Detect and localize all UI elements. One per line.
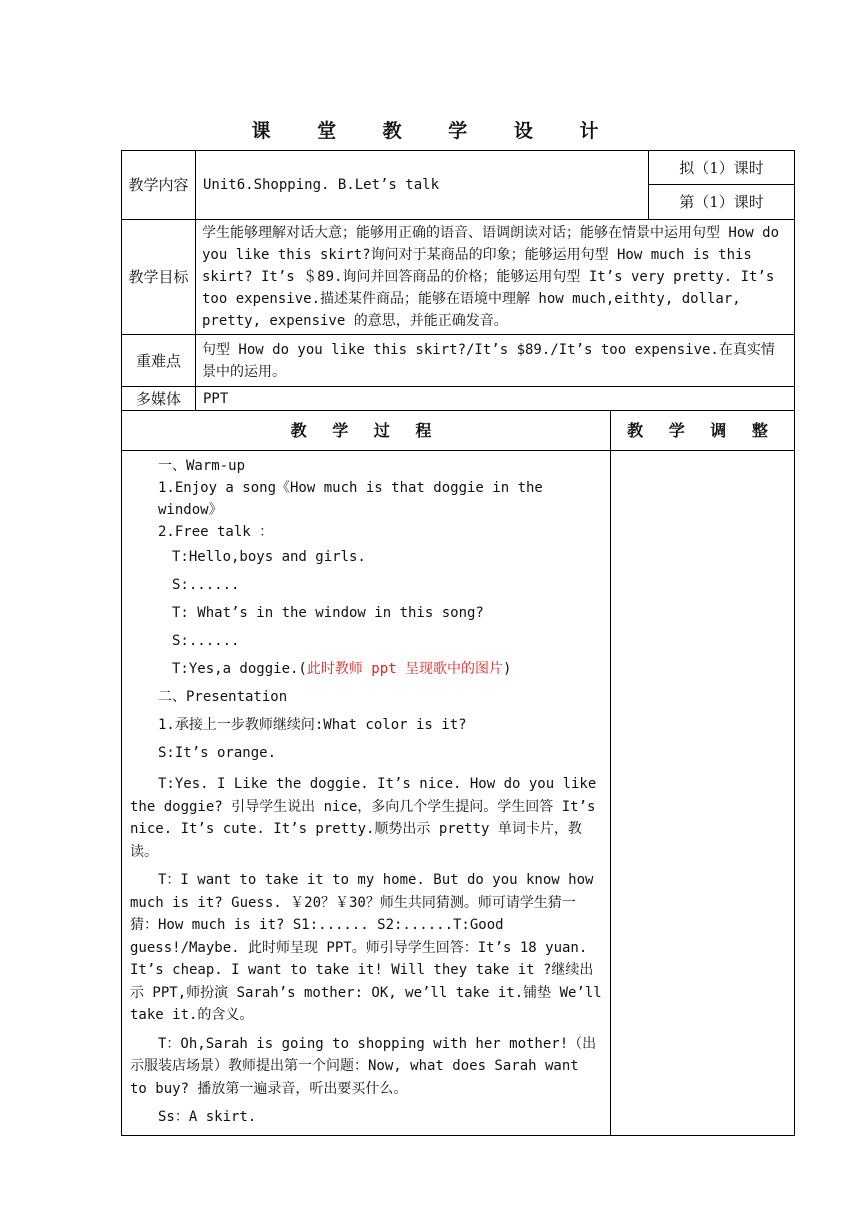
page-title: 课 堂 教 学 设 计 (251, 120, 619, 142)
presentation-heading: 二、Presentation (158, 689, 288, 705)
process-paragraph: T:Yes. I Like the doggie. It’s nice. How do you like the doggie? 引导学生说出 nice，多向几个学生提问。学生回答 It’s nice. It’s cute. It’s pretty.顺势出示 pretty 单词卡片，教读。 (130, 776, 597, 860)
adjustment-content (611, 451, 795, 1136)
warmup-item-1: 1.Enjoy a song《How much is that doggie in the window》 (158, 480, 543, 518)
content-value: Unit6.Shopping. B.Let’s talk (196, 151, 649, 220)
goal-text: 学生能够理解对话大意；能够用正确的语音、语调朗读对话；能够在情景中运用句型 How do you like this skirt?询问对于某商品的印象；能够运用句型 How much is this skirt? It’s ＄89.询问并回答商品的价格；能够运用句型 It’s very pretty. It’s too expensive.描述某件商品；能够在语境中理解 how much,eithty, dollar, pretty, expensive 的意思，并能正确发音。 (196, 220, 795, 335)
adjustment-header: 教 学 调 整 (611, 411, 795, 451)
warmup-heading: 一、Warm-up (158, 458, 246, 474)
media-label: 多媒体 (122, 387, 196, 411)
process-content (122, 451, 611, 1136)
lesson-plan-table (121, 150, 795, 1136)
dialogue-line (130, 655, 603, 683)
media-value: PPT (196, 387, 795, 411)
dialogue-line: T:Hello,boys and girls. (172, 549, 366, 565)
process-paragraph: T：Oh,Sarah is going to shopping with her mother!（出示服装店场景）教师提出第一个问题：Now, what does Sarah want to buy? 播放第一遍录音，听出要买什么。 (130, 1035, 597, 1097)
key-points-text: 句型 How do you like this skirt?/It’s $89./It’s too expensive.在真实情景中的运用。 (196, 335, 795, 387)
planned-hours: 拟（1）课时 (649, 151, 795, 185)
process-header: 教 学 过 程 (122, 411, 611, 451)
dialogue-text-end: ) (503, 661, 512, 677)
goal-label: 教学目标 (122, 220, 196, 335)
key-points-label: 重难点 (122, 335, 196, 387)
dialogue-text: T:Yes,a doggie.( (172, 661, 307, 677)
content-label: 教学内容 (122, 151, 196, 220)
warmup-item-2: 2.Free talk ： (158, 524, 274, 540)
presentation-answer: S:It’s orange. (158, 745, 277, 761)
dialogue-line: S:...... (172, 577, 240, 593)
current-hour: 第（1）课时 (649, 185, 795, 220)
dialogue-line: S:...... (172, 633, 240, 649)
process-paragraph: T：I want to take it to my home. But do you know how much is it? Guess. ￥20？￥30？师生共同猜测。师可请学生猜一猜：How much is it? S1:...... S2:......T:Good guess!/Maybe. 此时师呈现 PPT。师引导学生回答：It’s 18 yuan. It’s cheap. I want to take it! Will they take it ?继续出示 PPT,师扮演 Sarah’s mother: OK, we’ll take it.铺垫 We’ll take it.的含义。 (130, 872, 602, 1023)
process-paragraph: Ss：A skirt. (158, 1109, 257, 1125)
dialogue-line: T: What’s in the window in this song? (172, 605, 484, 621)
presentation-item-1: 1.承接上一步教师继续问:What color is it? (158, 717, 467, 733)
teacher-note: 此时教师 ppt 呈现歌中的图片 (306, 661, 504, 677)
